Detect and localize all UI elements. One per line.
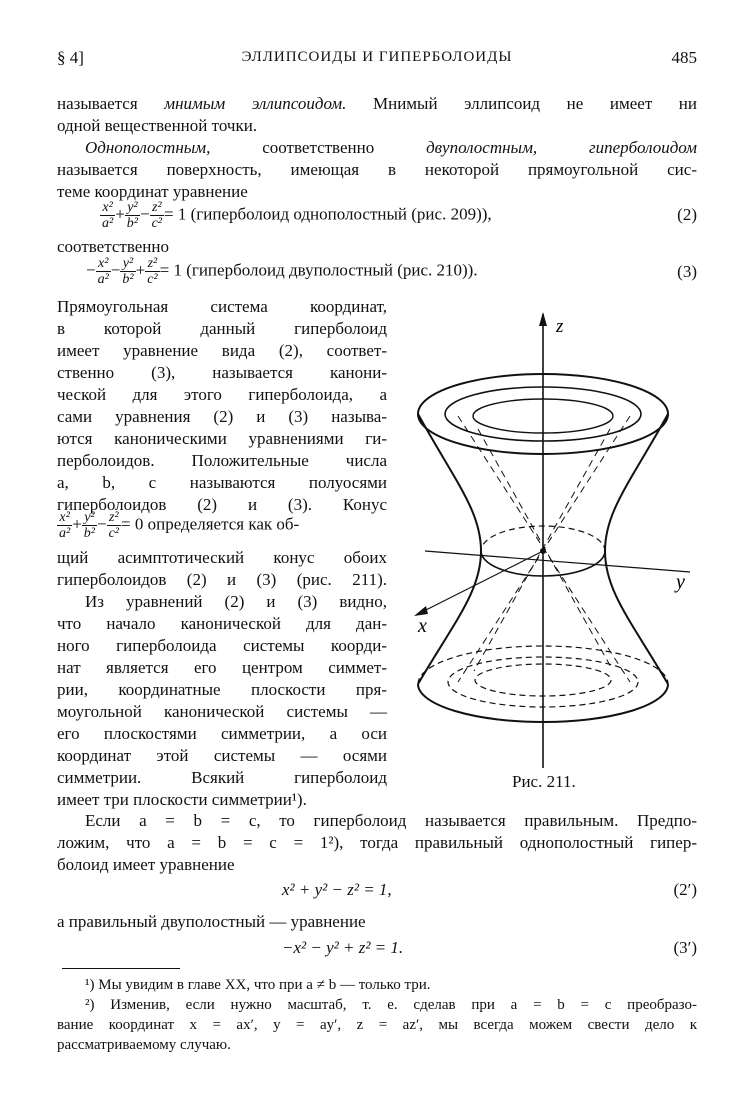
page-number: 485 (671, 48, 697, 67)
text-line: Если a = b = c, то гиперболоид называется правильным. Предпо- (85, 811, 697, 830)
text-line: называется поверхность, имеющая в некоторой прямоугольной сис- (57, 160, 697, 179)
text-line: рии, координатные плоскости пря- (57, 680, 387, 699)
text-line: соответственно (57, 237, 170, 256)
text-line: Однополостным, соответственно двуполостным, гиперболоидом (85, 138, 698, 157)
equation-number: (2′) (673, 880, 697, 899)
text-line: моугольной канонической системы — (57, 702, 387, 721)
text-line: а правильный двуполостный — уравнение (57, 912, 366, 931)
z-axis-label: z (556, 316, 564, 337)
text-line: Из уравнений (2) и (3) видно, (85, 592, 387, 611)
equation-number: (3′) (673, 938, 697, 957)
text-line: болоид имеет уравнение (57, 855, 235, 874)
text-line: сами уравнения (2) и (3) называ- (57, 407, 387, 426)
text-line: перболоидов. Положительные числа (57, 451, 387, 470)
text-line: что начало канонической для дан- (57, 614, 387, 633)
text-line: ного гиперболоида системы коорди- (57, 636, 387, 655)
y-axis-label: y (676, 571, 685, 593)
equation-number: (2) (677, 205, 697, 224)
equation-2-prime: x² + y² − z² = 1, (282, 880, 392, 899)
text-line: ются каноническими уравнениями ги- (57, 429, 387, 448)
footnote-rule (62, 968, 180, 969)
text-line: нат является его центром симмет- (57, 658, 387, 677)
text-line: симметрии. Всякий гиперболоид (57, 768, 387, 787)
equation-number: (3) (677, 262, 697, 281)
footnote-2-cont: вание координат x = ax′, y = ay′, z = az′, мы всегда можем свести дело к (57, 1017, 697, 1033)
text-line: гиперболоидов (2) и (3). Конус (57, 495, 387, 514)
equation-3-prime: −x² − y² + z² = 1. (282, 938, 404, 957)
text-line: гиперболоидов (2) и (3) (рис. 211). (57, 570, 387, 589)
y-axis (425, 551, 690, 572)
text-line: Прямоугольная система координат, (57, 297, 387, 316)
text-line: его плоскостями симметрии, а оси (57, 724, 387, 743)
footnote-1: ¹) Мы увидим в главе XX, что при a ≠ b — только три. (85, 977, 431, 993)
text-line: ческой для этого гиперболоида, а (57, 385, 387, 404)
text-line: называется мнимым эллипсоидом. Мнимый эллипсоид не имеет ни (57, 94, 698, 113)
text-line: теме координат уравнение (57, 182, 248, 201)
text-line: имеет уравнение вида (2), соответ- (57, 341, 387, 360)
text-line: щий асимптотический конус обоих (57, 548, 387, 567)
text-line: в которой данный гиперболоид (57, 319, 387, 338)
text-line: координат этой системы — осями (57, 746, 387, 765)
running-header (57, 48, 697, 72)
section-marker: § 4] (57, 48, 84, 67)
text-line: имеет три плоскости симметрии¹). (57, 790, 307, 809)
footnote-2-cont: рассматриваемому случаю. (57, 1037, 231, 1053)
hyperboloid-figure (400, 306, 700, 776)
x-axis-label: x (418, 615, 427, 637)
cone-equation-line: $\frac{\text{x²}}{\text{a²}}$ + $\frac{\text{y²}}{\text{b²}}$ − $\frac{\text{z²}}{\text{c²}}$ = 0 определяется как об- (59, 510, 300, 541)
equation-3: − $\frac{\text{x²}}{\text{a²}}$ − $\frac{\text{y²}}{\text{b²}}$ + $\frac{\text{z²}}{\text{c²}}$ = 1 (гиперболоид двуполостный (рис. 210)). (86, 256, 478, 287)
text-line: a, b, c называются полуосями (57, 473, 387, 492)
text-line: ственно (3), называется канони- (57, 363, 387, 382)
text-line: одной вещественной точки. (57, 116, 258, 135)
equation-2: $\frac{\text{x²}}{\text{a²}}$ + $\frac{\text{y²}}{\text{b²}}$ − $\frac{\text{z²}}{\text{c²}}$ = 1 (гиперболоид однополостный (рис. 209)), (102, 200, 492, 231)
footnote-2: ²) Изменив, если нужно масштаб, т. е. сделав при a = b = c преобразо- (85, 997, 697, 1013)
figure-caption: Рис. 211. (512, 772, 576, 791)
text-line: ложим, что a = b = c = 1²), тогда правильный однополостный гипер- (57, 833, 697, 852)
running-title: ЭЛЛИПСОИДЫ И ГИПЕРБОЛОИДЫ (241, 49, 513, 65)
